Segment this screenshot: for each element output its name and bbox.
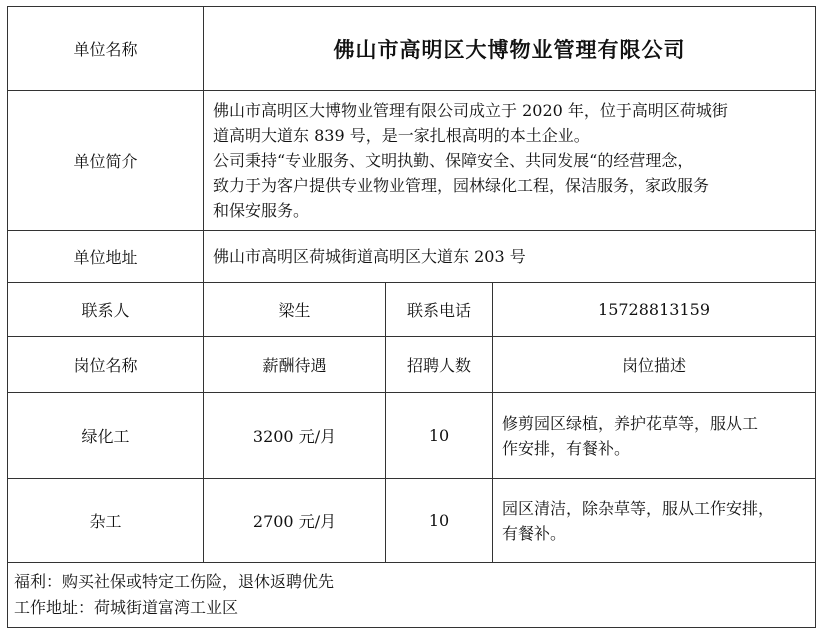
job-headcount: 10 xyxy=(386,479,493,563)
company-label: 单位名称 xyxy=(8,7,204,91)
header-salary: 薪酬待遇 xyxy=(204,337,386,393)
recruitment-table xyxy=(7,6,816,628)
job-headcount: 10 xyxy=(386,393,493,479)
table-row xyxy=(8,479,816,563)
phone-label: 联系电话 xyxy=(386,283,493,337)
intro-line: 道高明大道东 839 号，是一家扎根高明的本土企业。 xyxy=(213,126,590,145)
intro-label: 单位简介 xyxy=(8,91,204,231)
intro-line: 和保安服务。 xyxy=(213,201,310,220)
job-position: 杂工 xyxy=(8,479,204,563)
contact-label: 联系人 xyxy=(8,283,204,337)
job-position: 绿化工 xyxy=(8,393,204,479)
job-salary: 3200 元/月 xyxy=(204,393,386,479)
address-value: 佛山市高明区荷城街道高明区大道东 203 号 xyxy=(204,231,816,283)
table-row xyxy=(8,393,816,479)
intro-line: 公司秉持“专业服务、文明执勤、保障安全、共同发展“的经营理念， xyxy=(213,151,694,170)
intro-line: 佛山市高明区大博物业管理有限公司成立于 2020 年，位于高明区荷城街 xyxy=(213,101,728,120)
footer-info xyxy=(8,563,816,628)
address-row xyxy=(8,231,816,283)
phone-value: 15728813159 xyxy=(493,283,816,337)
job-description-line: 作安排，有餐补。 xyxy=(502,438,631,458)
header-headcount: 招聘人数 xyxy=(386,337,493,393)
company-row xyxy=(8,7,816,91)
address-label: 单位地址 xyxy=(8,231,204,283)
header-description: 岗位描述 xyxy=(493,337,816,393)
work-location-text: 工作地址：荷城街道富湾工业区 xyxy=(14,598,239,617)
job-description-line: 有餐补。 xyxy=(502,523,567,543)
contact-name: 梁生 xyxy=(204,283,386,337)
header-position: 岗位名称 xyxy=(8,337,204,393)
job-salary: 2700 元/月 xyxy=(204,479,386,563)
intro-text xyxy=(204,91,816,231)
intro-row xyxy=(8,91,816,231)
intro-line: 致力于为客户提供专业物业管理，园林绿化工程，保洁服务，家政服务 xyxy=(213,176,710,195)
job-description-line: 修剪园区绿植，养护花草等，服从工 xyxy=(502,413,759,433)
job-description xyxy=(493,393,816,479)
jobs-header-row xyxy=(8,337,816,393)
footer-row xyxy=(8,563,816,628)
job-description-line: 园区清洁，除杂草等，服从工作安排， xyxy=(502,498,775,518)
benefits-text: 福利：购买社保或特定工伤险，退休返聘优先 xyxy=(14,572,335,591)
contact-row xyxy=(8,283,816,337)
company-name: 佛山市高明区大博物业管理有限公司 xyxy=(204,7,816,91)
job-description xyxy=(493,479,816,563)
